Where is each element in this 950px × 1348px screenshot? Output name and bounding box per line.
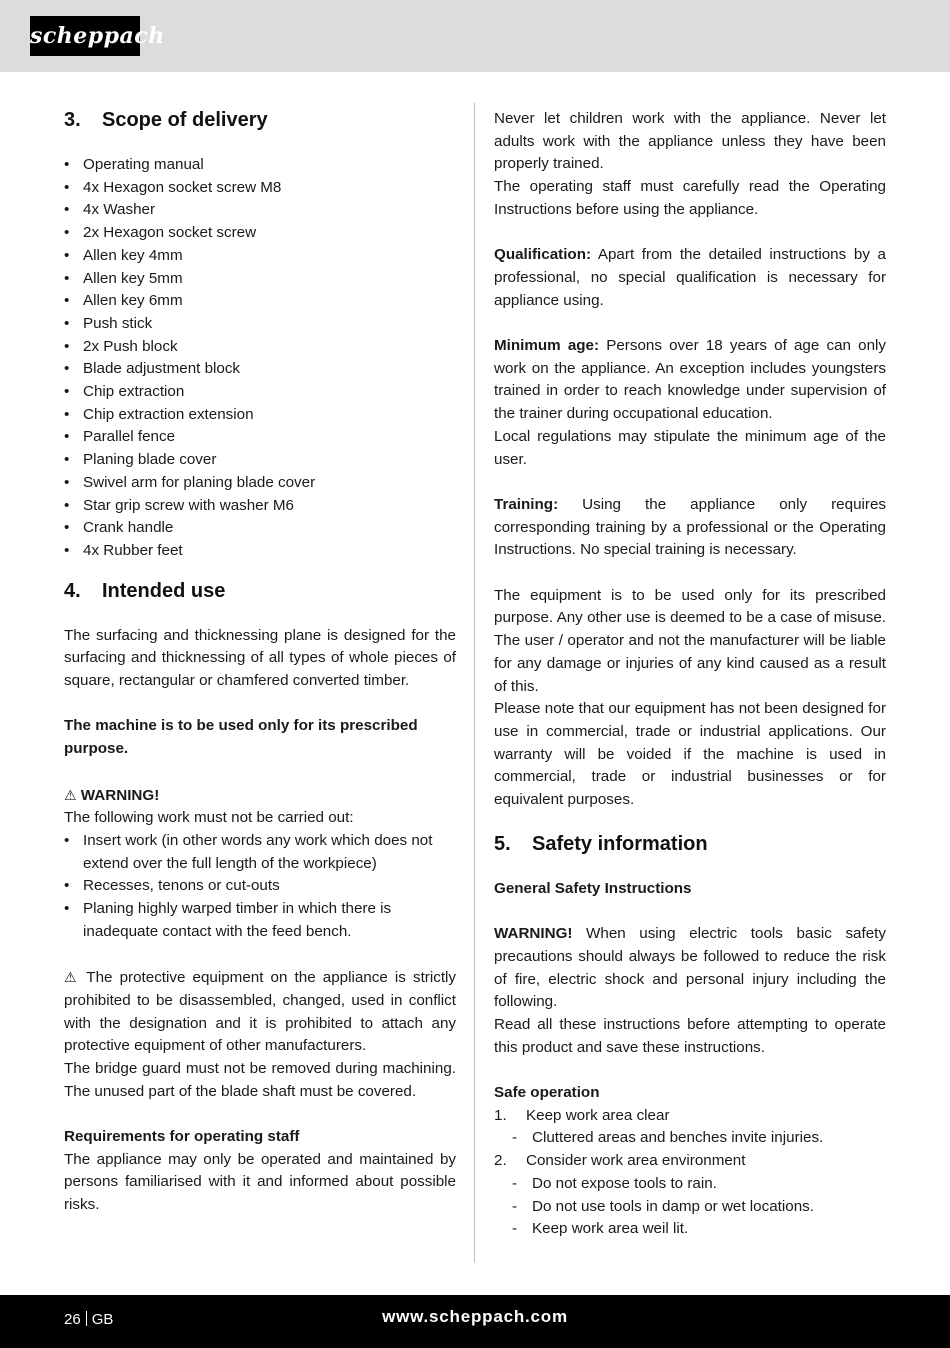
list-item: • 4x Hexagon socket screw M8 — [64, 177, 456, 200]
footer-bar — [0, 1295, 950, 1348]
list-item: • Planing blade cover — [64, 449, 456, 472]
warning-intro: The following work must not be carried out: — [64, 809, 354, 827]
read-instructions-text: The operating staff must carefully read the Operating Instructions before using the appliance. — [494, 178, 886, 218]
list-item: - Do not use tools in damp or wet locations. — [532, 1196, 886, 1219]
list-item: • Chip extraction extension — [64, 404, 456, 427]
list-item: • Chip extraction — [64, 381, 456, 404]
list-item: • 4x Washer — [64, 199, 456, 222]
general-safety-heading: General Safety Instructions — [494, 879, 692, 897]
list-item: • Planing highly warped timber in which there is inadequate contact with the feed bench. — [64, 898, 456, 943]
list-item: • Star grip screw with washer M6 — [64, 495, 456, 518]
right-column — [494, 108, 886, 1241]
misuse-text: The equipment is to be used only for its prescribed purpose. Any other use is deemed to be a case of misuse. The user / operator and not the manufacturer will be liable for any damage or injuries of any kind caused as a result of this. — [494, 586, 886, 695]
section-3-heading: 3. Scope of delivery — [64, 109, 268, 131]
list-item: 1. Keep work area clear — [494, 1106, 670, 1124]
list-item: • Operating manual — [64, 154, 456, 177]
left-column — [64, 108, 456, 1217]
header-bar — [0, 0, 950, 72]
safe-operation-list — [494, 1105, 886, 1128]
minimum-age-text: Minimum age: Persons over 18 years of age can only work on the appliance. An exception includes youngsters trained in order to reach knowledge under supervision of the trainer during occupational education. — [494, 337, 886, 423]
list-item: 2. Consider work area environment — [494, 1152, 746, 1170]
list-item: • Allen key 5mm — [64, 268, 456, 291]
commercial-use-text: Please note that our equipment has not been designed for use in commercial, trade or industrial applications. Our warranty will be voided if the machine is used in commercial, trade or industrial businesses or for equivalent purposes. — [494, 700, 886, 809]
delivery-list — [64, 154, 456, 563]
list-item: • Push stick — [64, 313, 456, 336]
list-item: • Blade adjustment block — [64, 358, 456, 381]
forbidden-work-list — [64, 830, 456, 944]
warning-heading: ⚠ WARNING! — [64, 786, 160, 804]
list-item: • Parallel fence — [64, 426, 456, 449]
list-item: • 2x Push block — [64, 336, 456, 359]
intended-use-text: The surfacing and thicknessing plane is designed for the surfacing and thicknessing of all types of whole pieces of square, rectangular or chamfered converted timber. — [64, 626, 456, 690]
requirements-heading: Requirements for operating staff — [64, 1128, 300, 1146]
list-item: • 2x Hexagon socket screw — [64, 222, 456, 245]
list-item: - Cluttered areas and benches invite injuries. — [532, 1127, 886, 1150]
list-item: • 4x Rubber feet — [64, 540, 456, 563]
list-item: • Allen key 6mm — [64, 290, 456, 313]
requirements-text: The appliance may only be operated and maintained by persons familiarised with it and informed about possible risks. — [64, 1150, 456, 1214]
children-text: Never let children work with the appliance. Never let adults work with the appliance unless they have been properly trained. — [494, 110, 886, 173]
list-item: • Allen key 4mm — [64, 245, 456, 268]
list-item: • Swivel arm for planing blade cover — [64, 472, 456, 495]
training-text: Training: Using the appliance only requires corresponding training by a professional or the Operating Instructions. No special training is necessary. — [494, 495, 886, 559]
scheppach-logo: scheppach — [30, 16, 140, 56]
page-number: 26 GB — [64, 1311, 114, 1328]
protective-equipment-text: ⚠ The protective equipment on the appliance is strictly prohibited to be disassembled, changed, used in conflict with the designation and it is prohibited to attach any protective equipment of other manufacturers. — [64, 969, 457, 1055]
safety-warning-text: WARNING! When using electric tools basic safety precautions should always be followed to reduce the risk of fire, electric shock and personal injury including the following. — [494, 925, 886, 1011]
qualification-text: Qualification: Apart from the detailed instructions by a professional, no special qualification is necessary for appliance using. — [494, 246, 886, 309]
warning-triangle-icon: ⚠ — [64, 969, 80, 986]
safe-operation-list — [494, 1150, 886, 1173]
warning-triangle-icon: ⚠ — [64, 786, 77, 803]
website-link[interactable]: www.scheppach.com — [382, 1307, 568, 1326]
prescribed-purpose-note: The machine is to be used only for its prescribed purpose. — [64, 717, 418, 758]
list-item: • Insert work (in other words any work which does not extend over the full length of the workpiece) — [64, 830, 456, 875]
read-all-text: Read all these instructions before attempting to operate this product and save these instructions. — [494, 1015, 886, 1056]
safe-operation-heading: Safe operation — [494, 1084, 600, 1102]
column-divider — [474, 103, 475, 1263]
sub-list — [494, 1127, 886, 1150]
sub-list — [494, 1173, 886, 1241]
local-regulations-text: Local regulations may stipulate the minimum age of the user. — [494, 427, 886, 468]
section-5-heading: 5. Safety information — [494, 832, 708, 855]
list-item: • Crank handle — [64, 517, 456, 540]
list-item: • Recesses, tenons or cut-outs — [64, 875, 456, 898]
bridge-guard-text: The bridge guard must not be removed during machining. The unused part of the blade shaft must be covered. — [64, 1059, 456, 1100]
list-item: - Keep work area weil lit. — [532, 1218, 886, 1241]
list-item: - Do not expose tools to rain. — [532, 1173, 886, 1196]
section-4-heading: 4. Intended use — [64, 579, 226, 602]
